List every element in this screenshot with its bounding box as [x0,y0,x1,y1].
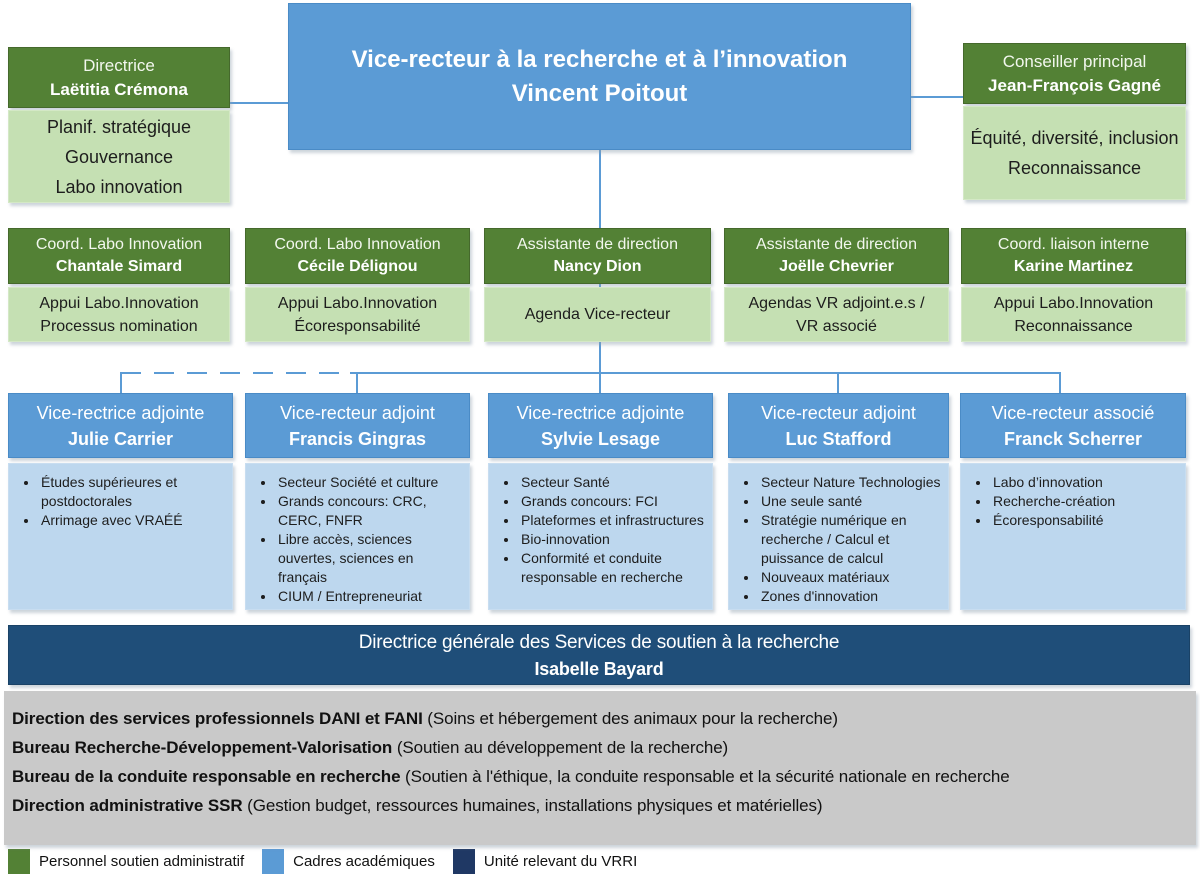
ssr-line [12,762,1188,791]
role: Assistante de direction [756,236,917,253]
ssr-line [12,733,1188,762]
body-cecile-delignou [245,287,470,342]
connector-trunk-dashed [121,372,350,374]
body-franck-scherrer [960,463,1186,610]
duty-item: • Zones d'innovation [759,587,942,606]
duty-list [961,473,1185,530]
duty-item: • Nouveaux matériaux [759,568,942,587]
name: Franck Scherrer [1003,428,1143,449]
dg-role: Directrice générale des Services de soutien à la recherche [358,631,840,653]
duty-item: • Grands concours: FCI [519,492,706,511]
legend-label: Cadres académiques [293,853,435,870]
duty-list [246,473,469,606]
duty-item: • Une seule santé [759,492,942,511]
name: Luc Stafford [785,428,892,449]
duty-item: • Arrimage avec VRAÉÉ [39,511,226,530]
name: Julie Carrier [67,428,174,449]
ssr-line-desc: (Soutien au développement de la recherche) [392,738,729,757]
head-franck-scherrer [960,393,1186,458]
duty-item: • Bio-innovation [519,530,706,549]
duty: Processus nomination [40,317,198,335]
head-karine-martinez [961,228,1186,284]
duty: Appui Labo.Innovation [277,294,438,312]
body-nancy-dion [484,287,711,342]
body-chantale-simard [8,287,230,342]
role: Vice-rectrice adjointe [516,402,685,423]
name: Francis Gingras [288,428,427,449]
duty-item: • Recherche-création [991,492,1179,511]
conseiller-role: Conseiller principal [1002,51,1147,71]
name: Chantale Simard [55,258,183,275]
duty-item: • CIUM / Entrepreneuriat [276,587,463,606]
role: Vice-recteur adjoint [280,402,435,423]
duty-item: • Libre accès, sciences ouvertes, sciences en français [276,530,463,587]
duty-item: • Labo d’innovation [991,473,1179,492]
name: Sylvie Lesage [540,428,661,449]
body-conseiller [963,106,1186,200]
legend [8,849,637,874]
navy-swatch-icon [453,849,475,874]
role: Assistante de direction [517,236,678,253]
name: Nancy Dion [553,258,642,275]
role: Vice-recteur associé [991,402,1155,423]
dg-name: Isabelle Bayard [534,658,664,679]
body-directrice [8,110,230,203]
banner-directrice-generale [8,625,1190,685]
legend-item-personnel [8,849,244,874]
blue-swatch-icon [262,849,284,874]
connector-left-advisor [230,102,288,104]
directrice-role: Directrice [83,55,155,75]
head-conseiller [963,43,1186,104]
duty: Labo innovation [55,176,183,197]
ssr-line-title: Bureau Recherche-Développement-Valorisation [12,738,393,757]
role: Vice-recteur adjoint [761,402,916,423]
duty: Équité, diversité, inclusion [970,128,1179,148]
connector-drop-julie [120,372,122,393]
duty: Planif. stratégique [46,116,192,137]
conseiller-name: Jean-François Gagné [988,75,1161,95]
legend-label: Personnel soutien administratif [39,853,245,870]
duty: Agendas VR adjoint.e.s / VR associé [748,294,925,335]
duty-item: • Études supérieures et postdoctorales [39,473,226,511]
vice-recteur-name: Vincent Poitout [511,79,688,107]
body-joelle-chevrier [724,287,949,342]
duty: Appui Labo.Innovation [993,294,1154,312]
ssr-lines [4,691,1196,820]
duty-item: • Secteur Santé [519,473,706,492]
head-julie-carrier [8,393,233,458]
ssr-line-desc: (Gestion budget, ressources humaines, installations physiques et matérielles) [242,796,823,815]
body-sylvie-lesage [488,463,713,610]
duty-item: • Écoresponsabilité [991,511,1179,530]
head-cecile-delignou [245,228,470,284]
body-luc-stafford [728,463,949,610]
legend-item-cadres [262,849,435,874]
ssr-line-desc: (Soutien à l'éthique, la conduite responsable et la sécurité nationale en recherche [400,767,1010,786]
head-sylvie-lesage [488,393,713,458]
body-karine-martinez [961,287,1186,342]
body-francis-gingras [245,463,470,610]
role: Coord. Labo Innovation [274,236,441,253]
connector-drop-luc [837,372,839,393]
duty-item: • Secteur Nature Technologies [759,473,942,492]
head-luc-stafford [728,393,949,458]
duty-item: • Grands concours: CRC, CERC, FNFR [276,492,463,530]
ssr-line-title: Direction administrative SSR [12,796,243,815]
connector-drop-franck [1059,372,1061,393]
duty-item: • Conformité et conduite responsable en recherche [519,549,706,587]
role: Vice-rectrice adjointe [36,402,205,423]
duty: Agenda Vice-recteur [524,306,671,323]
duty: Reconnaissance [1014,317,1133,335]
ssr-line [12,704,1188,733]
ssr-line-title: Direction des services professionnels DANI et FANI [12,709,423,728]
duty-item: • Secteur Société et culture [276,473,463,492]
duty: Appui Labo.Innovation [39,294,199,312]
ssr-services-box [4,691,1196,845]
head-nancy-dion [484,228,711,284]
duty-list [9,473,232,530]
connector-drop-francis [356,372,358,393]
role: Coord. Labo Innovation [35,236,203,253]
name: Cécile Délignou [297,258,418,275]
role: Coord. liaison interne [997,236,1150,253]
head-directrice [8,47,230,108]
legend-item-unite [453,849,637,874]
ssr-line-title: Bureau de la conduite responsable en recherche [12,767,401,786]
legend-label: Unité relevant du VRRI [483,853,638,870]
head-chantale-simard [8,228,230,284]
duty-item: • Stratégie numérique en recherche / Calcul et puissance de calcul [759,511,942,568]
ssr-line-desc: (Soins et hébergement des animaux pour la recherche) [422,709,838,728]
name: Joëlle Chevrier [779,258,894,275]
head-joelle-chevrier [724,228,949,284]
name: Karine Martinez [1013,258,1134,275]
green-swatch-icon [8,849,30,874]
body-julie-carrier [8,463,233,610]
directrice-name: Laëtitia Crémona [50,79,188,99]
duty-item: • Plateformes et infrastructures [519,511,706,530]
head-francis-gingras [245,393,470,458]
box-vice-recteur [288,3,911,150]
connector-right-advisor [911,96,963,98]
duty-list [729,473,948,606]
connector-trunk-solid [350,372,1061,374]
duty: Gouvernance [64,146,174,167]
duty: Écoresponsabilité [294,317,421,335]
ssr-line [12,791,1188,820]
vice-recteur-role: Vice-recteur à la recherche et à l’innovation [351,45,848,73]
duty-list [489,473,712,587]
duty: Reconnaissance [1007,158,1142,178]
